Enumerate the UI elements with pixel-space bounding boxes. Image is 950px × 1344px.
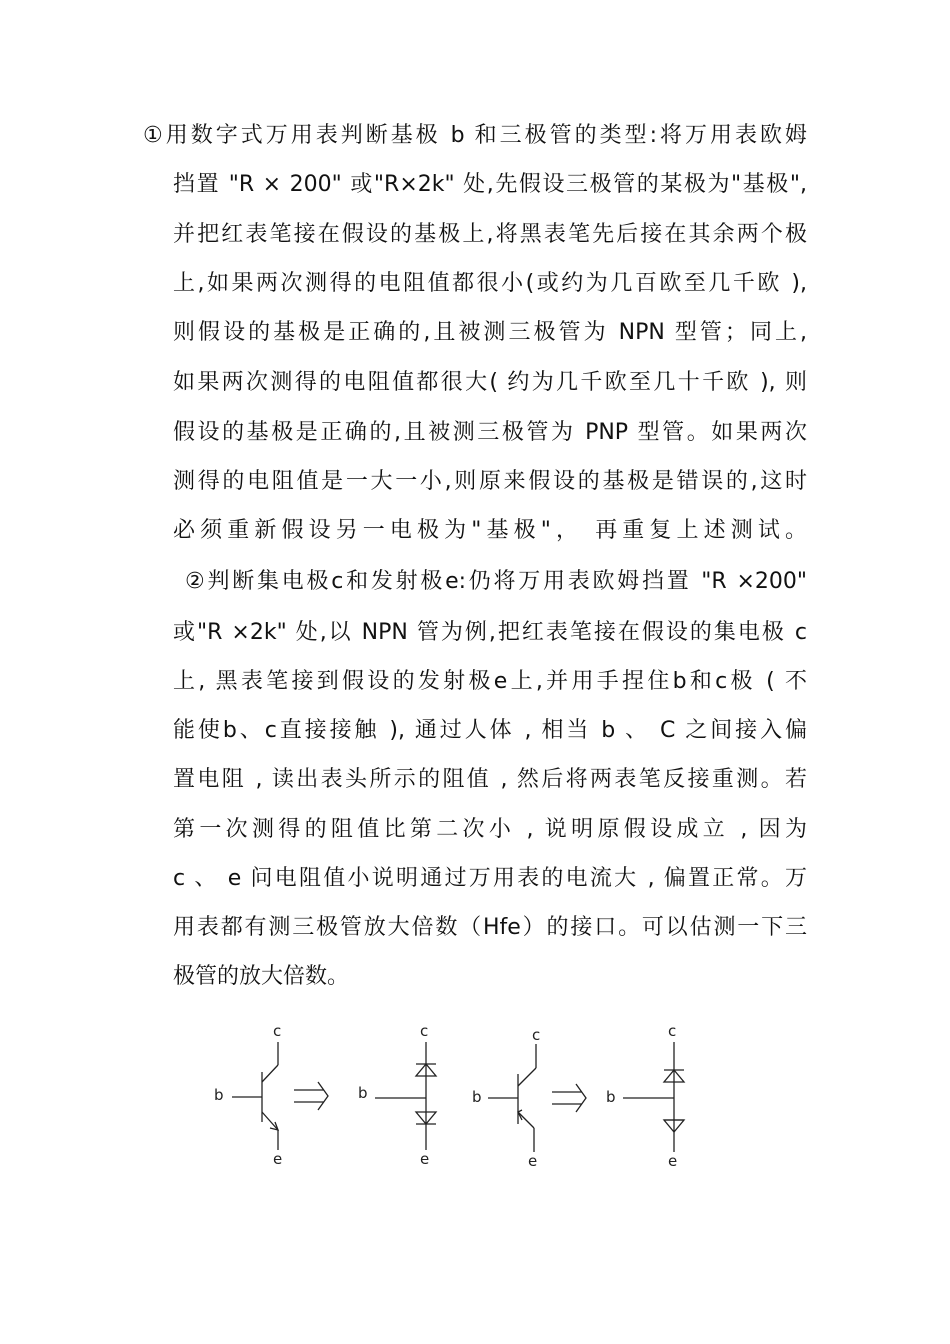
paragraph-2-line-3: 上, 黑表笔接到假设的发射极e上,并用手捏住b和c极 ( 不 [173,669,807,694]
npn-equiv-base-label: b [358,1084,368,1102]
paragraph-1-line-3: 并把红表笔接在假设的基极上,将黑表笔先后接在其余两个极 [173,222,807,247]
paragraph-1-line-1: ①用数字式万用表判断基极 b 和三极管的类型:将万用表欧姆 [143,123,807,148]
npn-transistor-symbol [214,1022,282,1168]
npn-diode-equivalent [358,1022,436,1168]
pnp-equiv-collector-label: c [668,1022,677,1040]
paragraph-1-line-7: 假设的基极是正确的,且被测三极管为 PNP 型管。如果两次 [173,420,807,445]
paragraph-2-line-4: 能使b、c直接接触 ), 通过人体 , 相当 b 、 C 之间接入偏 [173,718,807,743]
paragraph-2-line-9: 极管的放大倍数。 [173,964,350,989]
paragraph-2-line-5: 置电阻 , 读出表头所示的阻值 , 然后将两表笔反接重测。若 [173,767,807,792]
paragraph-1-line-8: 测得的电阻值是一大一小,则原来假设的基极是错误的,这时 [173,469,807,494]
paragraph-2-line-6: 第一次测得的阻值比第二次小 , 说明原假设成立 , 因为 [173,817,807,842]
npn-emitter-label: e [273,1150,283,1168]
pnp-collector-label: c [532,1026,541,1044]
paragraph-1-line-5: 则假设的基极是正确的,且被测三极管为 NPN 型管；同上, [173,320,807,345]
paragraph-1-line-2: 挡置 "R × 200" 或"R×2k" 处,先假设三极管的某极为"基极", [173,172,807,197]
pnp-transistor-symbol [472,1026,540,1170]
paragraph-2-line-2: 或"R ×2k" 处,以 NPN 管为例,把红表笔接在假设的集电极 c [173,620,807,645]
paragraph-1-line-9: 必须重新假设另一电极为"基极"， 再重复上述测试。 [173,518,807,543]
pnp-diode-equivalent [606,1022,684,1170]
npn-base-label: b [214,1086,224,1104]
paragraph-1-line-4: 上,如果两次测得的电阻值都很小(或约为几百欧至几千欧 ), [173,271,807,296]
transistor-diagrams [200,1020,700,1180]
pnp-equiv-base-label: b [606,1088,616,1106]
pnp-base-label: b [472,1088,482,1106]
npn-collector-label: c [273,1022,282,1040]
paragraph-2-line-7: c 、 e 问电阻值小说明通过万用表的电流大 , 偏置正常。万 [173,866,807,891]
equivalence-arrow-2 [552,1084,586,1112]
npn-equiv-emitter-label: e [420,1150,430,1168]
equivalence-arrow-1 [294,1082,328,1110]
paragraph-2-line-8: 用表都有测三极管放大倍数（Hfe）的接口。可以估测一下三 [173,915,807,940]
pnp-emitter-label: e [528,1152,538,1170]
paragraph-1-line-6: 如果两次测得的电阻值都很大( 约为几千欧至几十千欧 ), 则 [173,370,807,395]
pnp-equiv-emitter-label: e [668,1152,678,1170]
paragraph-2-line-1: ②判断集电极c和发射极e:仍将万用表欧姆挡置 "R ×200" [185,569,807,594]
npn-equiv-collector-label: c [420,1022,429,1040]
